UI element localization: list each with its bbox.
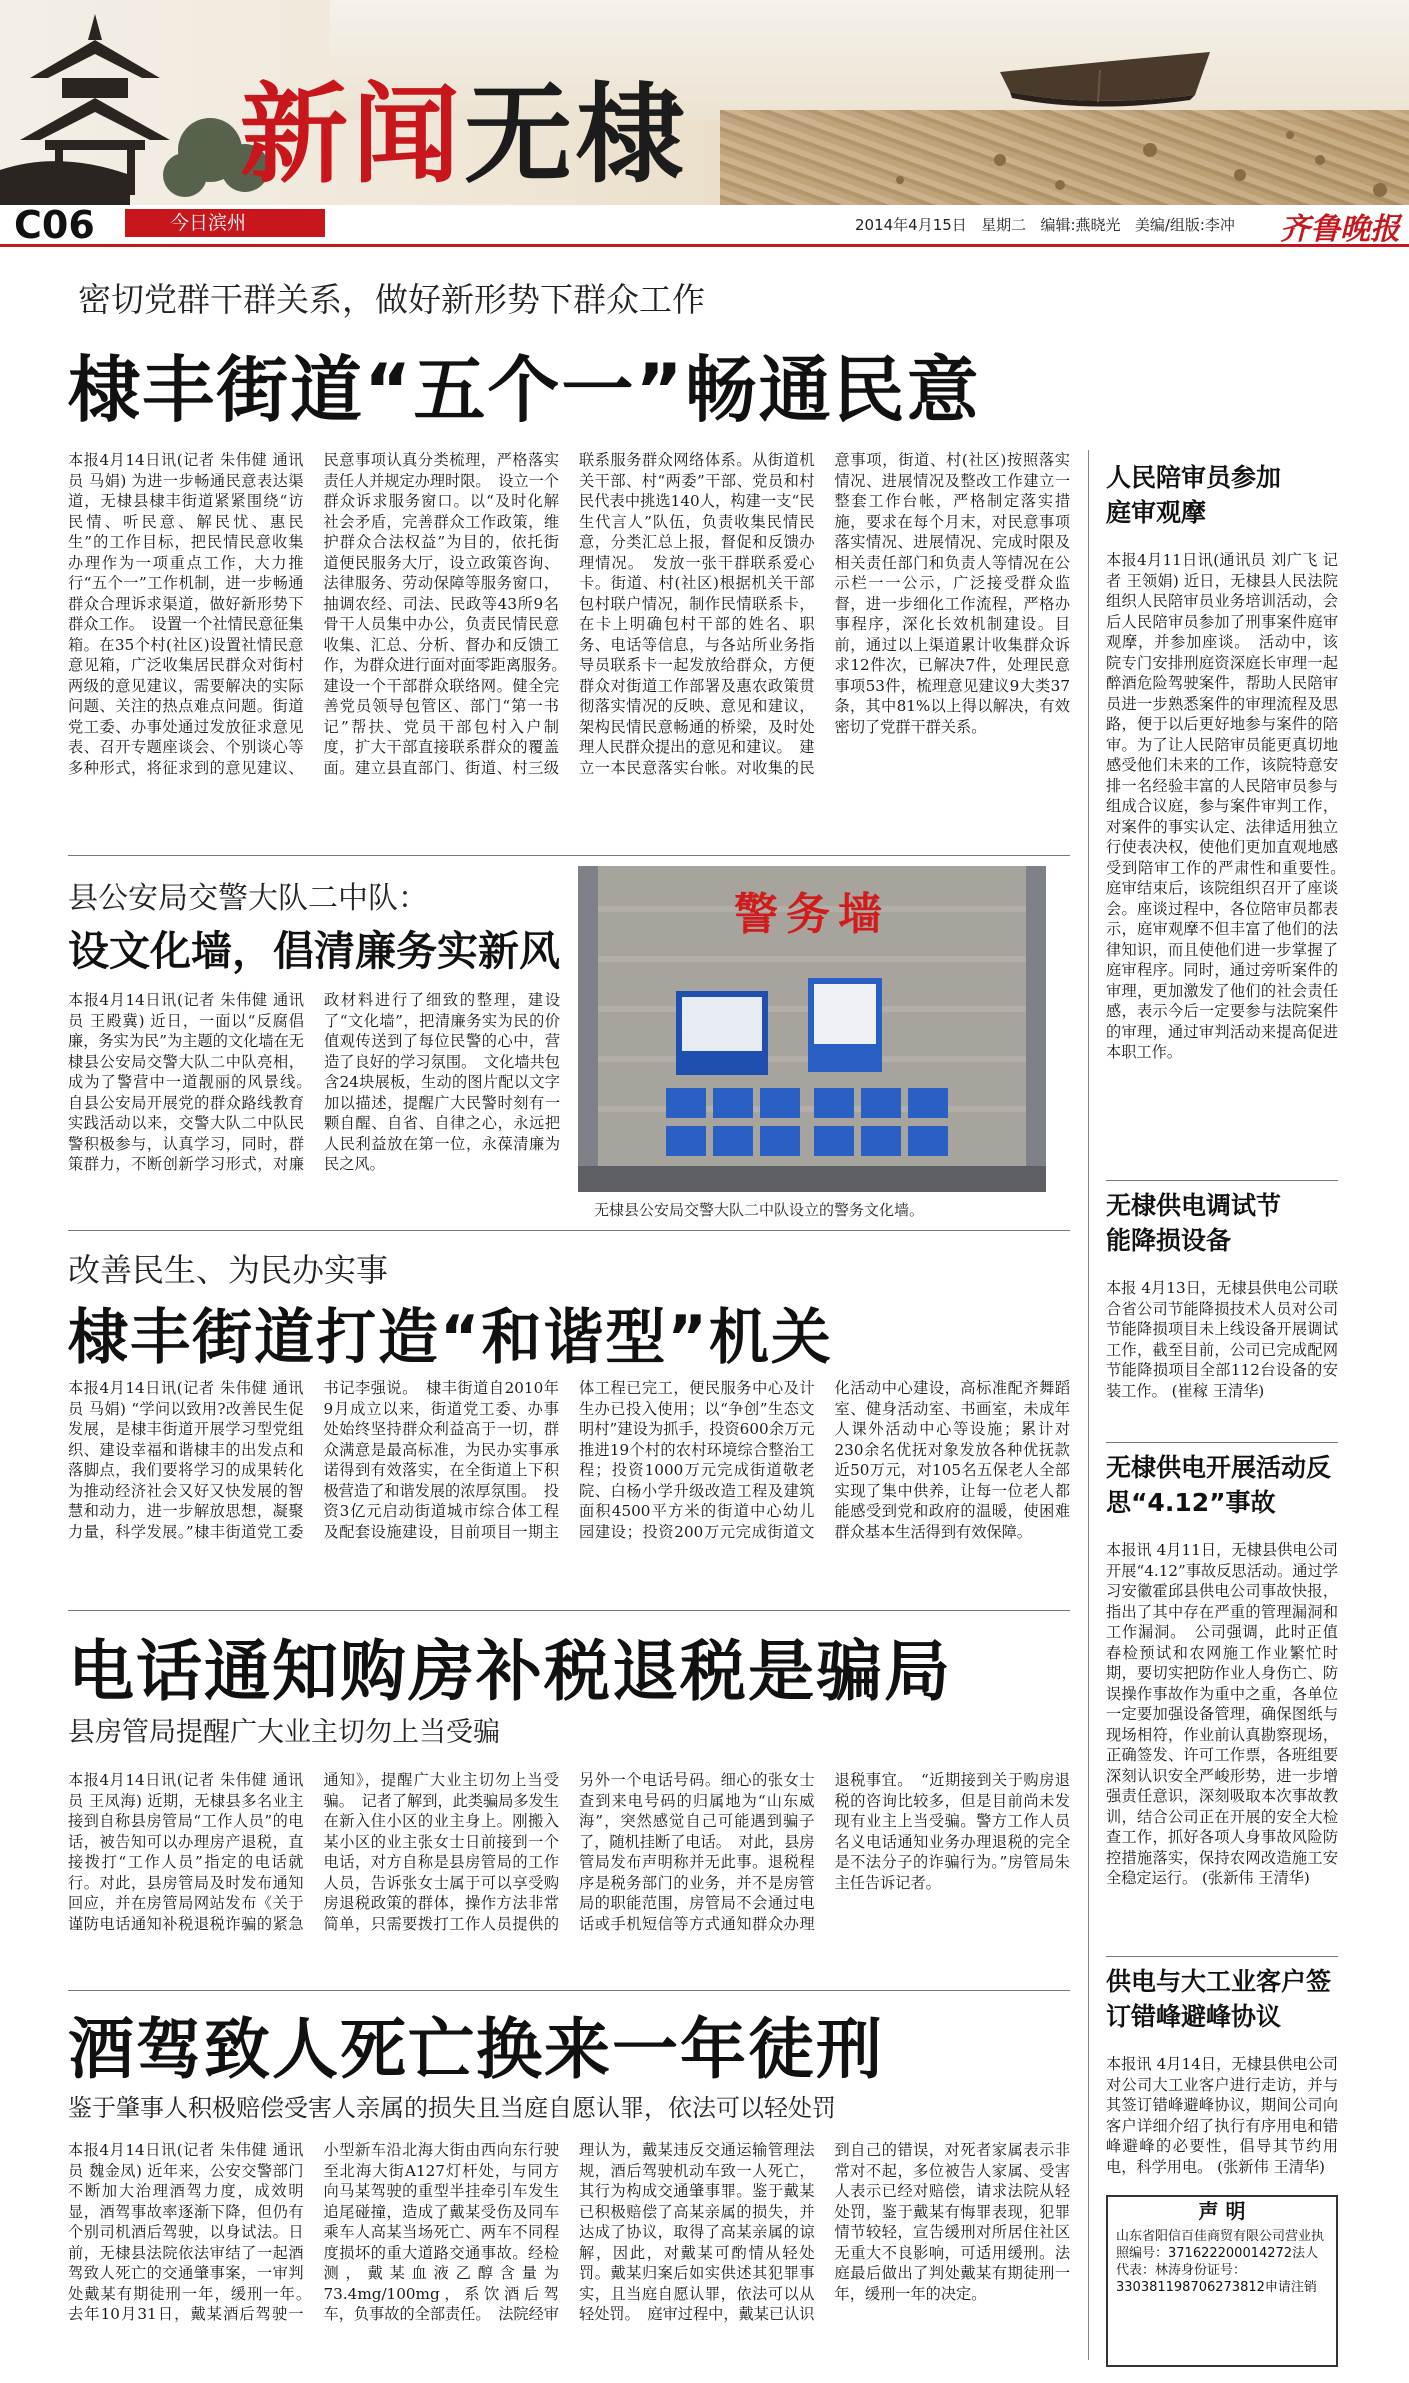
design-credit: 美编/组版:李冲 [1134, 216, 1235, 234]
notice-title: 声 明 [1198, 2199, 1246, 2223]
side2-title: 无棣供电调试节能降损设备 [1106, 1191, 1282, 1255]
story4-body: 本报4月14日讯(记者 朱伟健 通讯员 王凤海) 近期，无棣县多名业主接到自称县房管局“工作人员”的电话，被告知可以办理房产退税，直接拨打“工作人员”指定的电话就行。对此，县房管局及时发布通知回应，并在房管局网站发布《关于谨防电话通知补税退税诈骗的紧急通知》，提醒广大业主切勿上当受骗。 记者了解到，此类骗局多发生在新入住小区的业主身上。刚搬入某小区的业主张女士日前接到一个电话，对方自称是县房管局的工作人员，告诉张女士属于可以享受购房退税政策的群体，操作方法非常简单，只需要拨打工作人员提供的另外一个电话号码。细心的张女士查到来电号码的归属地为“山东威海”，突然感觉自己可能遇到骗子了，随机挂断了电话。 对此，县房管局发布声明称并无此事。退税程序是税务部门的业务，并不是房管局的职能范围，房管局不会通过电话或手机短信等方式通知群众办理退税事宜。 “近期接到关于购房退税的咨询比较多，但是目前尚未发现有业主上当受骗。警方工作人员名义电话通知业务办理退税的完全是不法分子的诈骗行为。”房管局朱主任告诉记者。 [68, 1771, 1070, 1933]
brand-logo: 齐鲁晚报 [1280, 212, 1400, 247]
page-number: C06 [14, 203, 95, 247]
police-culture-wall-photo [578, 866, 1046, 1192]
story2-body: 本报4月14日讯(记者 朱伟健 通讯员 王殿冀) 近日，一面以“反腐倡廉，务实为民”为主题的文化墙在无棣县公安局交警大队二中队亮相，成为了警营中一道靓丽的风景线。 自县公安局开展党的群众路线教育实践活动以来，交警大队二中队民警积极参与，认真学习，同时，群策群力，不断创新学习形式，对廉政材料进行了细致的整理，建设了“文化墙”，把清廉务实为民的价值观传送到了每位民警的心中，营造了良好的学习氛围。 文化墙共包含24块展板，生动的图片配以文字加以描述，提醒广大民警时刻有一颗自醒、自省、自律之心，永远把人民利益放在第一位，永葆清廉为民之风。 [68, 991, 560, 1173]
notice-body: 山东省阳信百佳商贸有限公司营业执照编号：371622200014272法人代表：林涛身份证号：330381198706273812申请注销 [1116, 2229, 1325, 2295]
story3-headline: 棣丰街道打造“和谐型”机关 [68, 1303, 833, 1373]
masthead-illustration [0, 0, 1409, 205]
photo-sign-text: 警务墙 [734, 889, 890, 940]
story1-kicker: 密切党群干群关系，做好新形势下群众工作 [78, 280, 705, 319]
story5-deck: 鉴于肇事人积极赔偿受害人亲属的损失且当庭自愿认罪，依法可以轻处罚 [68, 2094, 836, 2122]
public-notice [1106, 2195, 1338, 2367]
side3-body: 本报讯 4月11日，无棣县供电公司开展“4.12”事故反思活动。通过学习安徽霍邱县供电公司事故快报，指出了其中存在严重的管理漏洞和工作漏洞。 公司强调，此时正值春检预试和农网施工作业繁忙时期，要切实把防作业人身伤亡、防误操作事故作为重中之重，各单位一定要加强设备管理，确保图纸与现场相符，作业前认真勘察现场，正确签发、许可工作票，各班组要深刻认识安全严峻形势，进一步增强责任意识，深刻吸取本次事故教训，结合公司正在开展的安全大检查工作，抓好各项人身事故风险防控措施落实，保持农网改造施工安全稳定运行。 (张新伟 王清华) [1106, 1541, 1338, 1887]
header-info [855, 214, 1235, 235]
side2-body: 本报 4月13日，无棣县供电公司联合省公司节能降损技术人员对公司节能降损项目未上线设备开展调试工作，截至目前，公司已完成配网节能降损项目全部112台设备的安装工作。 (崔稼 王清华) [1106, 1279, 1338, 1400]
story2-kicker: 县公安局交警大队二中队： [68, 881, 428, 916]
masthead-title-black: 无棣 [464, 72, 689, 198]
masthead [0, 0, 1409, 205]
story3-body: 本报4月14日讯(记者 朱伟健 通讯员 马娟) “学问以致用?改善民生促发展，是棣丰街道开展学习型党组织、建设幸福和谐棣丰的出发点和落脚点，我们要将学习的成果转化为推动经济社会又好又快发展的智慧和动力，进一步解放思想，凝聚力量，科学发展。”棣丰街道党工委书记李强说。 棣丰街道自2010年9月成立以来，街道党工委、办事处始终坚持群众利益高于一切，群众满意是最高标准，为民办实事承诺得到有效落实，在全街道上下积极营造了和谐发展的浓厚氛围。 投资3亿元启动街道城市综合体工程及配套设施建设，目前项目一期主体工程已完工，便民服务中心及计生办已投入使用；以“争创”生态文明村”建设为抓手，投资600余万元推进19个村的农村环境综合整治工程；投资1000万元完成街道敬老院、白杨小学升级改造工程及建筑面积4500平方米的街道中心幼儿园建设；投资200万元完成街道文化活动中心建设，高标准配齐舞蹈室、健身活动室、书画室，未成年人课外活动中心等设施；累计对230余名优抚对象发放各种优抚款近50万元，对105名五保老人全部实现了集中供养，让每一位老人都能感受到党和政府的温暖，使困难群众基本生活得到有效保障。 [68, 1379, 1070, 1541]
section-tag: 今日滨州 [125, 209, 325, 237]
side4-rule [1106, 1956, 1338, 1957]
story5-headline: 酒驾致人死亡换来一年徒刑 [68, 2011, 884, 2088]
photo-caption: 无棣县公安局交警大队二中队设立的警务文化墙。 [594, 1201, 925, 1219]
side4-body: 本报讯 4月14日，无棣县供电公司对公司大工业客户进行走访，并与其签订错峰避峰协议，期间公司向客户详细介绍了执行有序用电和错峰避峰的必要性，倡导其节约用电，科学用电。 (张新伟 王清华) [1106, 2055, 1338, 2176]
editor-credit: 编辑:燕晓光 [1040, 216, 1121, 234]
issue-date: 2014年4月15日 [855, 216, 967, 234]
story5-body: 本报4月14日讯(记者 朱伟健 通讯员 魏金凤) 近年来，公安交警部门不断加大治理酒驾力度，成效明显，酒驾事故率逐渐下降，但仍有个别司机酒后驾驶，以身试法。日前，无棣县法院依法审结了一起酒驾致人死亡的交通肇事案，一审判处戴某有期徒刑一年，缓刑一年。 去年10月31日，戴某酒后驾驶一小型新车沿北海大街由西向东行驶至北海大街A127灯杆处，与同方向马某驾驶的重型半挂牵引车发生追尾碰撞，造成了戴某受伤及同车乘车人高某当场死亡、两车不同程度损坏的重大道路交通事故。经检测，戴某血液乙醇含量为73.4mg/100mg，系饮酒后驾车，负事故的全部责任。 法院经审理认为，戴某违反交通运输管理法规，酒后驾驶机动车致一人死亡，其行为构成交通肇事罪。鉴于戴某已积极赔偿了高某亲属的损失，并达成了协议，取得了高某亲属的谅解，因此，对戴某可酌情从轻处罚。戴某归案后如实供述其犯罪事实，且当庭自愿认罪，依法可以从轻处罚。 庭审过程中，戴某已认识到自己的错误，对死者家属表示非常对不起，多位被告人家属、受害人表示已经对赔偿，请求法院从轻处罚，鉴于戴某有悔罪表现，犯罪情节较轻，宣告缓刑对所居住社区无重大不良影响，可适用缓刑。法庭最后做出了判处戴某有期徒刑一年，缓刑一年的决定。 [68, 2141, 1070, 2323]
story4-rule [68, 1610, 1070, 1611]
side3-title: 无棣供电开展活动反思“4.12”事故 [1106, 1453, 1332, 1517]
story2-rule [68, 855, 1070, 856]
story5-rule [68, 1990, 1070, 1991]
masthead-title-red: 新闻 [240, 72, 465, 198]
story1-body: 本报4月14日讯(记者 朱伟健 通讯员 马娟) 为进一步畅通民意表达渠道，无棣县棣丰街道紧紧围绕“访民情、听民意、解民忧、惠民生”的工作目标，把民情民意收集办理作为一项重点工作，大力推行“五个一”工作机制，进一步畅通群众合理诉求渠道，做好新形势下群众工作。 设置一个社情民意征集箱。在35个村(社区)设置社情民意意见箱，广泛收集居民群众对街村两级的意见建议，需要解决的实际问题、关注的热点难点问题。街道党工委、办事处通过发放征求意见表、召开专题座谈会、个别谈心等多种形式，将征求到的意见建议、民意事项认真分类梳理，严格落实责任人并规定办理时限。 设立一个群众诉求服务窗口。以“及时化解社会矛盾，完善群众工作政策，维护群众合法权益”为目的，依托街道便民服务大厅，设立政策咨询、法律服务、劳动保障等服务窗口，抽调农经、司法、民政等43所9名骨干人员集中办公，负责民情民意收集、汇总、分析、督办和反馈工作，为群众进行面对面零距离服务。 建设一个干部群众联络网。健全完善党员领导包管区、部门“第一书记”帮扶、党员干部包村入户制度，扩大干部直接联系群众的覆盖面。建立县直部门、街道、村三级联系服务群众网络体系。从街道机关干部、村“两委”干部、党员和村民代表中挑选140人，构建一支“民生代言人”队伍，负责收集民情民意，分类汇总上报，督促和反馈办理情况。 发放一张干群联系爱心卡。街道、村(社区)根据机关干部包村联户情况，制作民情联系卡，在卡上明确包村干部的姓名、职务、电话等信息，与各站所业务指导员联系卡一起发放给群众，方便群众对街道工作部署及惠农政策贯彻落实情况的反映、意见和建议，架构民情民意畅通的桥梁，及时处理人民群众提出的意见和建议。 建立一本民意落实台帐。对收集的民意事项，街道、村(社区)按照落实情况、进展情况及整改工作建立一整套工作台帐，严格制定落实措施，要求在每个月末，对民意事项落实情况、进展情况、完成时限及相关责任部门和负责人等情况在公示栏一一公示，广泛接受群众监督，进一步细化工作流程，严格办事程序，深化长效机制建设。目前，通过以上渠道累计收集群众诉求12件次，已解决7件，处理民意事项53件，梳理意见建议9大类37条，其中81%以上得以解决，有效密切了党群干群关系。 [68, 451, 1070, 777]
story3-kicker: 改善民生、为民办实事 [68, 1251, 389, 1289]
story4-headline: 电话通知购房补税退税是骗局 [68, 1633, 952, 1710]
right-column-divider [1088, 450, 1089, 2360]
story2-headline: 设文化墙，倡清廉务实新风 [68, 927, 560, 975]
masthead-title [240, 48, 688, 203]
side1-title: 人民陪审员参加庭审观摩 [1106, 463, 1282, 527]
side1-body: 本报4月11日讯(通讯员 刘广飞 记者 王领娟) 近日，无棣县人民法院组织人民陪审员业务培训活动，会后人民陪审员参加了刑事案件庭审观摩，并参加座谈。 活动中，该院专门安排刑庭资深庭长审理一起醉酒危险驾驶案件，帮助人民陪审员进一步熟悉案件的审理流程及思路，便于以后更好地参与案件的陪审。为了让人民陪审员能更真切地感受他们未来的工作，该院特意安排一名经验丰富的人民陪审员参与组成合议庭，参与案件审判工作，对案件的事实认定、法律适用独立行使表决权，使他们更加直观地感受到陪审工作的严肃性和重要性。 庭审结束后，该院组织召开了座谈会。座谈过程中，各位陪审员都表示，庭审观摩不但丰富了他们的法律知识，而且使他们进一步掌握了庭审程序。同时，通过旁听案件的审理，更加激发了他们的社会责任感，表示今后一定要参与法院案件的审理，通过审判活动来提高促进本职工作。 [1106, 551, 1354, 1061]
story4-deck: 县房管局提醒广大业主切勿上当受骗 [68, 1717, 500, 1748]
issue-weekday: 星期二 [981, 216, 1027, 234]
side3-rule [1106, 1442, 1338, 1443]
story3-rule [68, 1230, 1070, 1231]
side2-rule [1106, 1180, 1338, 1181]
story1-headline: 棣丰街道“五个一”畅通民意 [68, 348, 981, 432]
side4-title: 供电与大工业客户签订错峰避峰协议 [1106, 1967, 1332, 2031]
